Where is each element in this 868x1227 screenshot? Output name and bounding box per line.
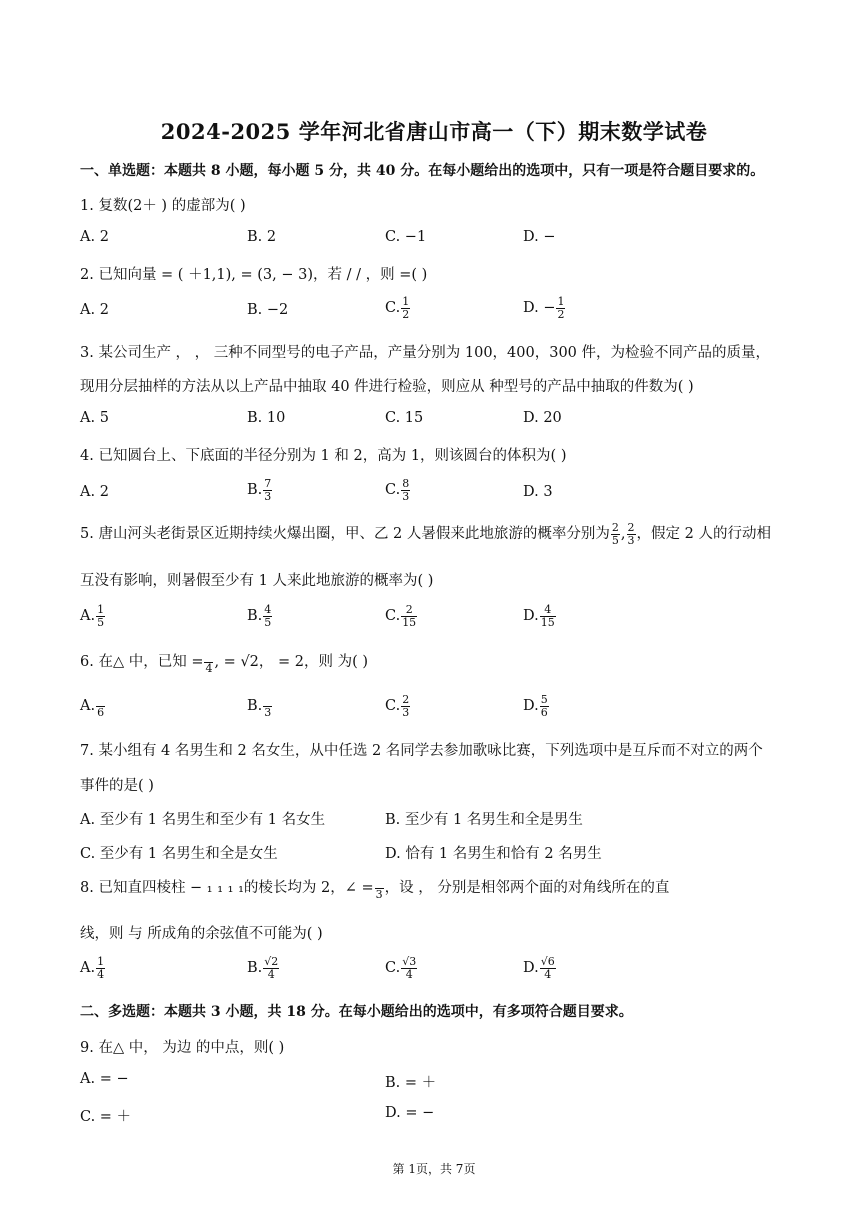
question-7-line-1: 7. 某小组有 4 名男生和 2 名女生，从中任选 2 名同学去参加歌咏比赛，下列选项中是互斥而不对立的两个	[80, 743, 763, 759]
q3-option-a: A. 5	[80, 410, 109, 426]
q5-option-d: D. $\frac{4}{15}$	[523, 603, 555, 629]
question-6-stem: 6. 在△ 中，已知 = 4 , = √2， = 2，则 为( )	[80, 650, 368, 674]
q2-option-d: D. − $\frac{1}{2}$	[523, 295, 565, 321]
q1-option-a: A. 2	[80, 229, 109, 245]
q6-option-c: C. $\frac{2}{3}$	[385, 693, 410, 719]
question-3-line-2: 现用分层抽样的方法从以上产品中抽取 40 件进行检验，则应从 种型号的产品中抽取的件数为( )	[80, 379, 694, 395]
q4-option-c: C. $\frac{8}{3}$	[385, 477, 410, 503]
question-3-line-1: 3. 某公司生产 ， ， 三种不同型号的电子产品，产量分别为 100，400，300 件，为检验不同产品的质量，	[80, 345, 771, 361]
q4-option-d: D. 3	[523, 484, 553, 500]
q9-option-d: D. = −	[385, 1105, 435, 1121]
q9-option-a: A. = −	[80, 1071, 129, 1087]
q7-option-b: B. 至少有 1 名男生和全是男生	[385, 812, 583, 828]
question-8-line-1: 8. 已知直四棱柱 − ₁ ₁ ₁ ₁的棱长均为 2，∠ = 3 ，设 ， 分别是相邻两个面的对角线所在的直	[80, 876, 669, 900]
q8-option-a: A. $\frac{1}{4}$	[80, 955, 105, 981]
q3-option-c: C. 15	[385, 410, 424, 426]
q5-option-b: B. $\frac{4}{5}$	[247, 603, 272, 629]
q5-option-a: A. $\frac{1}{5}$	[80, 603, 105, 629]
q4-option-a: A. 2	[80, 484, 109, 500]
q8-option-d: D. $\frac{√6}{4}$	[523, 955, 555, 981]
question-7-line-2: 事件的是( )	[80, 778, 154, 794]
q1-option-c: C. −1	[385, 229, 427, 245]
question-1-stem: 1. 复数(2＋ ) 的虚部为( )	[80, 198, 246, 214]
q2-option-b: B. −2	[247, 302, 289, 318]
q6-option-d: D. $\frac{5}{6}$	[523, 693, 548, 719]
section-multiple-choice: 二、多选题：本题共 3 小题，共 18 分。在每小题给出的选项中，有多项符合题目要求。	[80, 1004, 633, 1020]
q6-option-b: B. 3	[247, 694, 273, 718]
q2-option-c: C. $\frac{1}{2}$	[385, 295, 410, 321]
page-footer: 第 1页，共 7页	[392, 1162, 476, 1176]
q8-option-c: C. $\frac{√3}{4}$	[385, 955, 417, 981]
q8-option-b: B. $\frac{√2}{4}$	[247, 955, 279, 981]
q1-option-d: D. −	[523, 229, 556, 245]
q7-option-c: C. 至少有 1 名男生和全是女生	[80, 846, 278, 862]
q1-option-b: B. 2	[247, 229, 277, 245]
q9-option-c: C. = ＋	[80, 1109, 132, 1125]
question-4-stem: 4. 已知圆台上、下底面的半径分别为 1 和 2，高为 1，则该圆台的体积为( )	[80, 448, 567, 464]
question-5-line-2: 互没有影响，则暑假至少有 1 人来此地旅游的概率为( )	[80, 573, 434, 589]
question-5-line-1: 5. 唐山河头老街景区近期持续火爆出圈，甲、乙 2 人暑假来此地旅游的概率分别为 $\frac{2}{5}$ , $\frac{2}{3}$ ，假定 2 人的行动相	[80, 521, 771, 547]
q7-option-d: D. 恰有 1 名男生和恰有 2 名男生	[385, 846, 602, 862]
q3-option-b: B. 10	[247, 410, 286, 426]
question-2-stem: 2. 已知向量 = ( ＋1,1), = (3, − 3)，若 / / ，则 =( )	[80, 267, 428, 283]
q4-option-b: B. $\frac{7}{3}$	[247, 477, 272, 503]
q6-option-a: A. 6	[80, 694, 106, 718]
q2-option-a: A. 2	[80, 302, 109, 318]
question-9-stem: 9. 在△ 中， 为边 的中点，则( )	[80, 1040, 285, 1056]
section-single-choice: 一、单选题：本题共 8 小题，每小题 5 分，共 40 分。在每小题给出的选项中，只有一项是符合题目要求的。	[80, 163, 765, 179]
q9-option-b: B. = ＋	[385, 1075, 437, 1091]
q7-option-a: A. 至少有 1 名男生和至少有 1 名女生	[80, 812, 326, 828]
q5-option-c: C. $\frac{2}{15}$	[385, 603, 417, 629]
question-8-line-2: 线，则 与 所成角的余弦值不可能为( )	[80, 926, 323, 942]
exam-title: 2024-2025 学年河北省唐山市高一（下）期末数学试卷	[160, 119, 708, 144]
q3-option-d: D. 20	[523, 410, 562, 426]
